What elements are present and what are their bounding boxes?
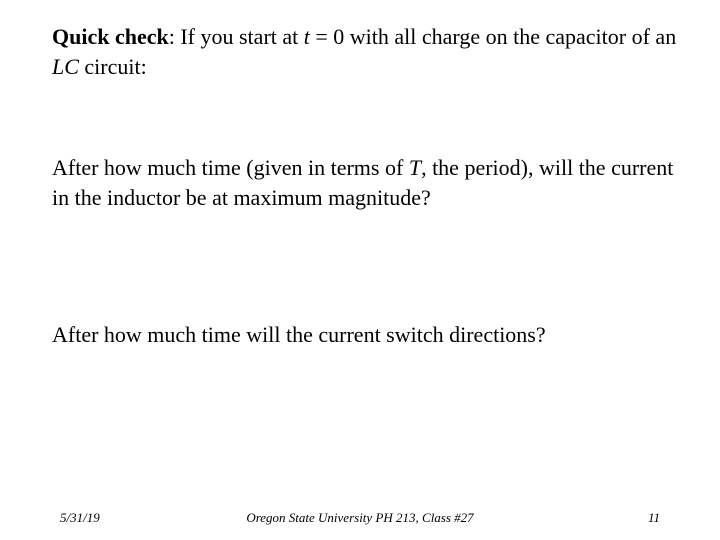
question-max-current-text-1: After how much time (given in terms of	[52, 155, 409, 180]
variable-t: t	[303, 24, 310, 49]
question-current-switch	[52, 320, 692, 350]
quick-check-text-3: circuit:	[78, 54, 147, 79]
quick-check-paragraph	[52, 22, 692, 82]
question-max-current-text-2: , the period), will the current in the inductor be at maximum magnitude?	[52, 155, 674, 210]
circuit-lc: LC	[52, 54, 79, 79]
question-max-current	[52, 153, 692, 213]
quick-check-label: Quick check	[52, 24, 169, 49]
footer-date: 5/31/19	[60, 510, 100, 525]
footer-page-number: 11	[647, 510, 660, 525]
variable-period-T: T	[408, 155, 422, 180]
footer-course: Oregon State University PH 213, Class #27	[246, 510, 474, 525]
question-current-switch-text: After how much time will the current switch directions?	[52, 322, 546, 347]
quick-check-text-1: : If you start at	[168, 24, 304, 49]
quick-check-text-2: = 0 with all charge on the capacitor of an	[309, 24, 677, 49]
